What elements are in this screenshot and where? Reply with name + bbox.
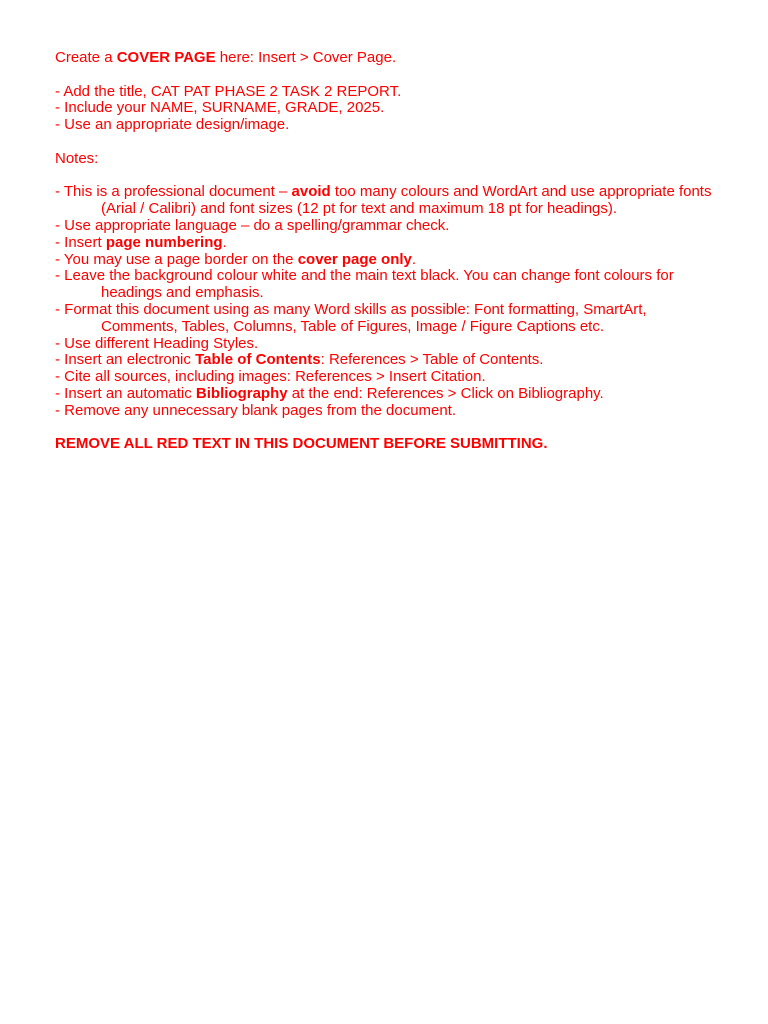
note-text: too many colours and WordArt and use appropriate fonts (Arial / Calibri) and font sizes (12 pt for text and maximum 18 pt for headings).: [101, 183, 712, 218]
note-text: at the end: References > Click on Bibliography.: [287, 384, 604, 402]
note-text: .: [411, 250, 417, 268]
spacer: [55, 168, 715, 185]
cover-step: - Add the title, CAT PAT PHASE 2 TASK 2 REPORT.: [55, 82, 402, 100]
note-text: - Remove any unnecessary blank pages from the document.: [55, 401, 457, 419]
note-text: - Format this document using as many Word skills as possible: Font formatting, SmartArt, Comments, Tables, Columns, Table of Figures, Image / Figure Captions etc.: [55, 300, 647, 335]
cover-instruction: [55, 50, 715, 67]
notes-heading: Notes:: [55, 149, 99, 167]
note-item: [55, 403, 715, 420]
note-item: [55, 268, 715, 302]
note-text: - Use appropriate language – do a spelling/grammar check.: [55, 216, 450, 234]
note-item: [55, 218, 715, 235]
note-item: [55, 386, 715, 403]
final-warning: [55, 436, 715, 453]
note-emphasis: Bibliography: [195, 384, 288, 402]
note-emphasis: cover page only: [297, 250, 412, 268]
cover-instruction-bold: COVER PAGE: [116, 49, 216, 66]
note-emphasis: Table of Contents: [195, 351, 321, 369]
note-item: [55, 302, 715, 336]
spacer: [55, 134, 715, 151]
cover-step: - Use an appropriate design/image.: [55, 116, 290, 134]
final-warning-text: REMOVE ALL RED TEXT IN THIS DOCUMENT BEFORE SUBMITTING.: [55, 435, 548, 453]
note-text: : References > Table of Contents.: [320, 351, 544, 369]
spacer: [55, 420, 715, 437]
note-text: - Insert: [55, 233, 106, 251]
cover-instruction-suffix: here: Insert > Cover Page.: [215, 49, 397, 66]
note-item: [55, 252, 715, 269]
note-text: - Leave the background colour white and the main text black. You can change font colours for headings and emphasis.: [55, 267, 674, 302]
note-item: [55, 352, 715, 369]
spacer: [55, 67, 715, 84]
note-text: - Insert an electronic: [55, 351, 196, 369]
cover-instruction-prefix: Create a: [55, 49, 117, 66]
note-item: [55, 369, 715, 386]
note-emphasis: page numbering: [105, 233, 223, 251]
note-item: [55, 184, 715, 218]
note-text: - Cite all sources, including images: References > Insert Citation.: [55, 368, 486, 386]
note-text: - This is a professional document –: [55, 183, 292, 201]
note-text: .: [222, 233, 227, 251]
note-item: [55, 235, 715, 252]
note-text: - Insert an automatic: [55, 384, 196, 402]
note-text: - Use different Heading Styles.: [55, 334, 259, 352]
document-page: [55, 50, 715, 453]
note-item: [55, 336, 715, 353]
cover-step: - Include your NAME, SURNAME, GRADE, 2025.: [55, 99, 385, 117]
note-emphasis: avoid: [291, 183, 331, 201]
note-text: - You may use a page border on the: [55, 250, 298, 268]
